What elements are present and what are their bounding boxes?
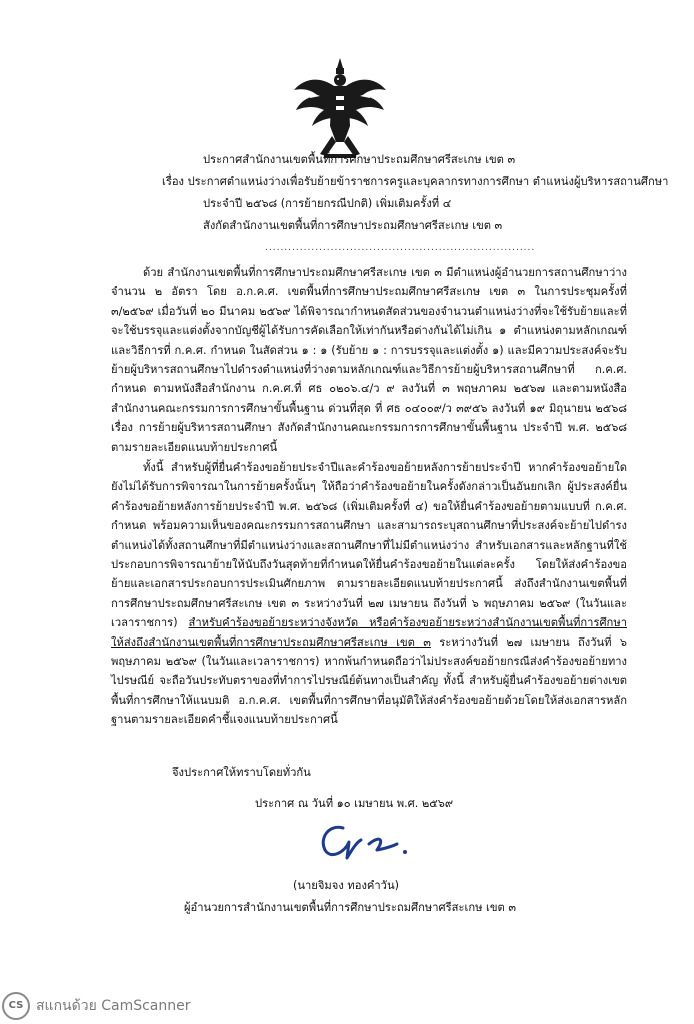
signatory-position: ผู้อำนวยการสำนักงานเขตพื้นที่การศึกษาประถมศึกษาศรีสะเกษ เขต ๓ xyxy=(184,901,516,914)
subject-line: เรื่อง ประกาศตำแหน่งว่างเพื่อรับย้ายข้าราชการครูและบุคลากรทางการศึกษา ตำแหน่งผู้บริหารสถานศึกษา xyxy=(162,175,669,188)
paragraph-2-part-b: ระหว่างวันที่ ๒๗ เมษายน ถึงวันที่ ๖ พฤษภาคม ๒๕๖๙ (ในวันและเวลาราชการ) หากพ้นกำหนดถือว่าไม่ประสงค์ขอย้ายกรณีส่งคำร้องขอย้ายทางไปรษณีย์ จะถือวันประทับตราของที่ทำการไปรษณีย์ต้นทางเป็นสำคัญ ทั้งนี้ สำหรับผู้ยื่นคำร้องขอย้ายต่างเขตพื้นที่การศึกษาให้แนบมติ อ.ก.ค.ศ. เขตพื้นที่การศึกษาที่อนุมัติให้ส่งคำร้องขอย้ายด้วยโดยให้ส่งเอกสารหลักฐานตามรายละเอียดคำชี้แจงแนบท้ายประกาศนี้ xyxy=(111,635,627,727)
separator: ...................................................................... xyxy=(265,243,536,253)
paragraph-1: ด้วย สำนักงานเขตพื้นที่การศึกษาประถมศึกษาศรีสะเกษ เขต ๓ มีตำแหน่งผู้อำนวยการสถานศึกษาว่าง จำนวน ๒ อัตรา โดย อ.ก.ค.ศ. เขตพื้นที่การศึกษาประถมศึกษาศรีสะเกษ เขต ๓ ในการประชุมครั้งที่ ๓/๒๕๖๙ เมื่อวันที่ ๒๐ มีนาคม ๒๕๖๙ ได้พิจารณากำหนดสัดส่วนของจำนวนตำแหน่งว่างที่จะใช้รับย้ายและที่จะใช้บรรจุและแต่งตั้งจากบัญชีผู้ได้รับการคัดเลือกให้เท่ากันหรือต่างกันได้ไม่เกิน ๑ ตำแหน่งตามหลักเกณฑ์และวิธีการที่ ก.ค.ศ. กำหนด ในสัดส่วน ๑ : ๑ (รับย้าย ๑ : การบรรจุและแต่งตั้ง ๑) และมีความประสงค์จะรับย้ายผู้บริหารสถานศึกษาไปดำรงตำแหน่งที่ว่างตามหลักเกณฑ์และวิธีการย้ายผู้บริหารสถานศึกษาที่ ก.ค.ศ. กำหนด ตามหนังสือสำนักงาน ก.ค.ศ.ที่ ศธ ๐๒๐๖.๔/ว ๙ ลงวันที่ ๓ พฤษภาคม ๒๕๖๗ และตามหนังสือสำนักงานคณะกรรมการการศึกษาขั้นพื้นฐาน ด่วนที่สุด ที่ ศธ ๐๔๐๐๙/ว ๓๙๕๖ ลงวันที่ ๑๙ มิถุนายน ๒๕๖๘ เรื่อง การย้ายผู้บริหารสถานศึกษา สังกัดสำนักงานคณะกรรมการการศึกษาขั้นพื้นฐาน ประจำปี พ.ศ. ๒๕๖๘ ตามรายละเอียดแนบท้ายประกาศนี้ xyxy=(111,266,627,454)
garuda-emblem xyxy=(290,56,390,164)
paragraph-2-part-a: ทั้งนี้ สำหรับผู้ที่ยื่นคำร้องขอย้ายประจำปีและคำร้องขอย้ายหลังการย้ายประจำปี หากคำร้องขอย้ายใดยังไม่ได้รับการพิจารณาในการย้ายครั้งนั้นๆ ให้ถือว่าคำร้องขอย้ายในครั้งดังกล่าวเป็นอันยกเลิก ผู้ประสงค์ยื่นคำร้องขอย้ายหลังการย้ายประจำปี พ.ศ. ๒๕๖๘ (เพิ่มเติมครั้งที่ ๔) ขอให้ยื่นคำร้องขอย้ายตามแบบที่ ก.ค.ศ. กำหนด พร้อมความเห็นของคณะกรรมการสถานศึกษา และสามารถระบุสถานศึกษาที่ประสงค์จะย้ายไปดำรงตำแหน่งได้ทั้งสถานศึกษาที่มีตำแหน่งว่างและสถานศึกษาที่ไม่มีตำแหน่งว่าง สำหรับเอกสารและหลักฐานที่ใช้ประกอบการพิจารณาย้ายให้นับถึงวันสุดท้ายที่กำหนดให้ยื่นคำร้องขอย้ายในแต่ละครั้ง โดยให้ส่งคำร้องขอย้ายและเอกสารประกอบการประเมินศักยภาพ ตามรายละเอียดแนบท้ายประกาศนี้ ส่งถึงสำนักงานเขตพื้นที่การศึกษาประถมศึกษาศรีสะเกษ เขต ๓ ระหว่างวันที่ ๒๗ เมษายน ถึงวันที่ ๖ พฤษภาคม ๒๕๖๙ (ในวันและเวลาราชการ) xyxy=(111,461,627,630)
signatory-name: (นายจิมจง ทองคำวัน) xyxy=(293,879,399,892)
signature xyxy=(313,818,413,864)
announcement-title: ประกาศสำนักงานเขตพื้นที่การศึกษาประถมศึกษาศรีสะเกษ เขต ๓ xyxy=(203,153,516,166)
watermark-text: สแกนด้วย CamScanner xyxy=(36,998,191,1014)
agency-line: สังกัดสำนักงานเขตพื้นที่การศึกษาประถมศึกษาศรีสะเกษ เขต ๓ xyxy=(203,219,503,232)
paragraph-2-underlined: สำหรับคำร้องขอย้ายระหว่างจังหวัด หรือคำร้องขอย้ายระหว่างสำนักงานเขตพื้นที่การศึกษา ให้ส่งถึงสำนักงานเขตพื้นที่การศึกษาประถมศึกษาศรีสะเกษ เขต ๓ xyxy=(111,616,627,649)
announce-date: ประกาศ ณ วันที่ ๑๐ เมษายน พ.ศ. ๒๕๖๙ xyxy=(255,797,454,810)
scanner-watermark xyxy=(2,992,191,1020)
closing-announce: จึงประกาศให้ทราบโดยทั่วกัน xyxy=(172,766,311,779)
paragraph-2 xyxy=(111,458,627,730)
subject-line-continued: ประจำปี ๒๕๖๘ (การย้ายกรณีปกติ) เพิ่มเติมครั้งที่ ๔ xyxy=(203,197,452,210)
camscanner-logo-icon: CS xyxy=(2,992,30,1020)
